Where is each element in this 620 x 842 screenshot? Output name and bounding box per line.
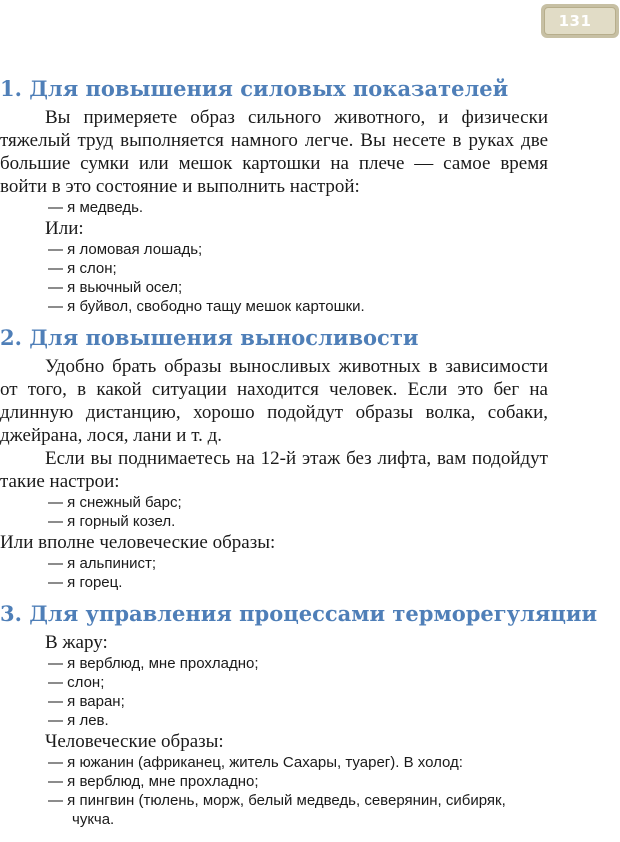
affirmation-list	[0, 493, 548, 531]
list-item: — я варан;	[48, 693, 125, 710]
section-thermoregulation	[0, 600, 598, 829]
list-label: Или:	[45, 218, 84, 239]
section-heading: 1. Для повышения силовых показателей	[0, 76, 509, 101]
list-item: — я буйвол, свободно тащу мешок картошки.	[48, 298, 365, 315]
list-item: — я слон;	[48, 260, 117, 277]
list-item: — я альпинист;	[48, 555, 157, 572]
list-item: — я медведь.	[48, 199, 144, 216]
affirmation-list	[0, 654, 548, 730]
list-item: — я горец.	[48, 574, 123, 591]
list-item: — я верблюд, мне прохладно;	[48, 655, 259, 672]
page-number: 131	[544, 7, 616, 35]
list-item: — я вьючный осел;	[48, 279, 183, 296]
list-item: — я снежный барс;	[48, 494, 182, 511]
list-item: — слон;	[48, 674, 105, 691]
list-item: — я южанин (африканец, житель Сахары, туарег). В холод:	[48, 754, 463, 771]
section-endurance	[0, 324, 548, 592]
page-content	[0, 75, 598, 829]
section-strength	[0, 75, 548, 316]
section-heading: 2. Для повышения выносливости	[0, 325, 419, 350]
affirmation-list	[0, 554, 548, 592]
section-paragraph: Вы примеряете образ сильного животного, и физически тяжелый труд выполняется намного легче. Вы несете в руках две большие сумки или мешок картошки на плече — самое время войти в это состояние и выполнить настрой:	[0, 107, 548, 197]
affirmation-list	[0, 198, 548, 217]
list-item: — я ломовая лошадь;	[48, 241, 203, 258]
section-paragraph: Если вы поднимаетесь на 12-й этаж без лифта, вам подойдут такие настрои:	[0, 448, 548, 492]
list-label: В жару:	[45, 632, 108, 653]
page-number-badge	[541, 4, 619, 38]
list-item: — я горный козел.	[48, 513, 176, 530]
affirmation-list	[0, 240, 548, 316]
section-paragraph: Удобно брать образы выносливых животных в зависимости от того, в какой ситуации находится человек. Если это бег на длинную дистанцию, хорошо подойдут образы волка, собаки, джейрана, лося, лани и т. д.	[0, 356, 548, 446]
list-label: Человеческие образы:	[45, 731, 224, 752]
list-item: — я лев.	[48, 712, 109, 729]
affirmation-list	[0, 753, 548, 829]
list-item: — я верблюд, мне прохладно;	[48, 773, 259, 790]
section-heading: 3. Для управления процессами терморегуляции	[0, 601, 598, 626]
list-label: Или вполне человеческие образы:	[0, 532, 276, 553]
list-item: — я пингвин (тюлень, морж, белый медведь, северянин, сибиряк, чукча.	[48, 792, 506, 828]
